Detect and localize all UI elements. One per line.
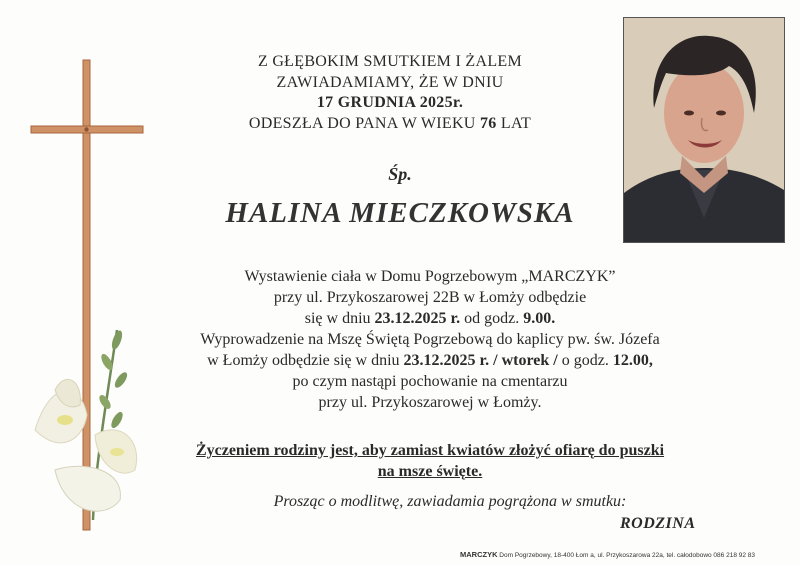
announcement-intro bbox=[170, 52, 610, 134]
details-line-1: Wystawienie ciała w Domu Pogrzebowym „MARCZYK” bbox=[244, 268, 616, 285]
footer-brand: MARCZYK bbox=[460, 550, 498, 559]
intro-line-2: ZAWIADAMIAMY, ŻE W DNIU bbox=[276, 73, 504, 91]
details-line-5-prefix: w Łomży odbędzie się w dniu bbox=[207, 352, 404, 369]
funeral-details bbox=[150, 266, 710, 413]
details-line-7: przy ul. Przykoszarowej w Łomży. bbox=[318, 394, 542, 411]
details-line-3-mid: od godz. bbox=[460, 310, 524, 327]
portrait-photo bbox=[623, 17, 785, 243]
mass-time: 12.00, bbox=[612, 352, 653, 369]
viewing-time: 9.00. bbox=[523, 310, 556, 327]
deceased-name: HALINA MIECZKOWSKA bbox=[225, 197, 575, 229]
details-line-4: Wyprowadzenie na Mszę Świętą Pogrzebową do kaplicy pw. św. Józefa bbox=[200, 331, 660, 348]
mass-date: 23.12.2025 r. / wtorek / bbox=[403, 352, 558, 369]
details-line-6: po czym nastąpi pochowanie na cmentarzu bbox=[292, 373, 568, 390]
viewing-date: 23.12.2025 r. bbox=[374, 310, 461, 327]
footer-text: Dom Pogrzebowy, 18-400 Łom a, ul. Przykoszarowa 22a, tel. całodobowo 086 218 92 83 bbox=[497, 552, 756, 559]
intro-age-prefix: ODESZŁA DO PANA W WIEKU bbox=[248, 114, 480, 132]
details-line-5 bbox=[150, 350, 710, 371]
lily-flowers-icon bbox=[25, 320, 155, 530]
details-line-3-prefix: się w dniu bbox=[304, 310, 375, 327]
intro-line-4 bbox=[170, 114, 610, 135]
details-line-2: przy ul. Przykoszarowej 22B w Łomży odbędzie bbox=[273, 289, 587, 306]
intro-age-suffix: LAT bbox=[496, 114, 532, 132]
wish-line-2: na msze święte. bbox=[377, 463, 483, 480]
family-wish bbox=[150, 440, 710, 482]
wish-line-1: Życzeniem rodziny jest, aby zamiast kwiatów złożyć ofiarę do puszki bbox=[195, 442, 665, 459]
details-line-3 bbox=[150, 308, 710, 329]
funeral-home-footer bbox=[460, 550, 755, 559]
details-line-5-mid: o godz. bbox=[557, 352, 613, 369]
death-date: 17 GRUDNIA 2025r. bbox=[316, 94, 464, 111]
intro-line-1: Z GŁĘBOKIM SMUTKIEM I ŻALEM bbox=[257, 53, 523, 70]
age: 76 bbox=[479, 114, 497, 132]
honorific: Śp. bbox=[388, 164, 412, 184]
prayer-request: Prosząc o modlitwę, zawiadamia pogrążona w smutku: bbox=[273, 493, 627, 510]
family-signature: RODZINA bbox=[620, 515, 696, 532]
